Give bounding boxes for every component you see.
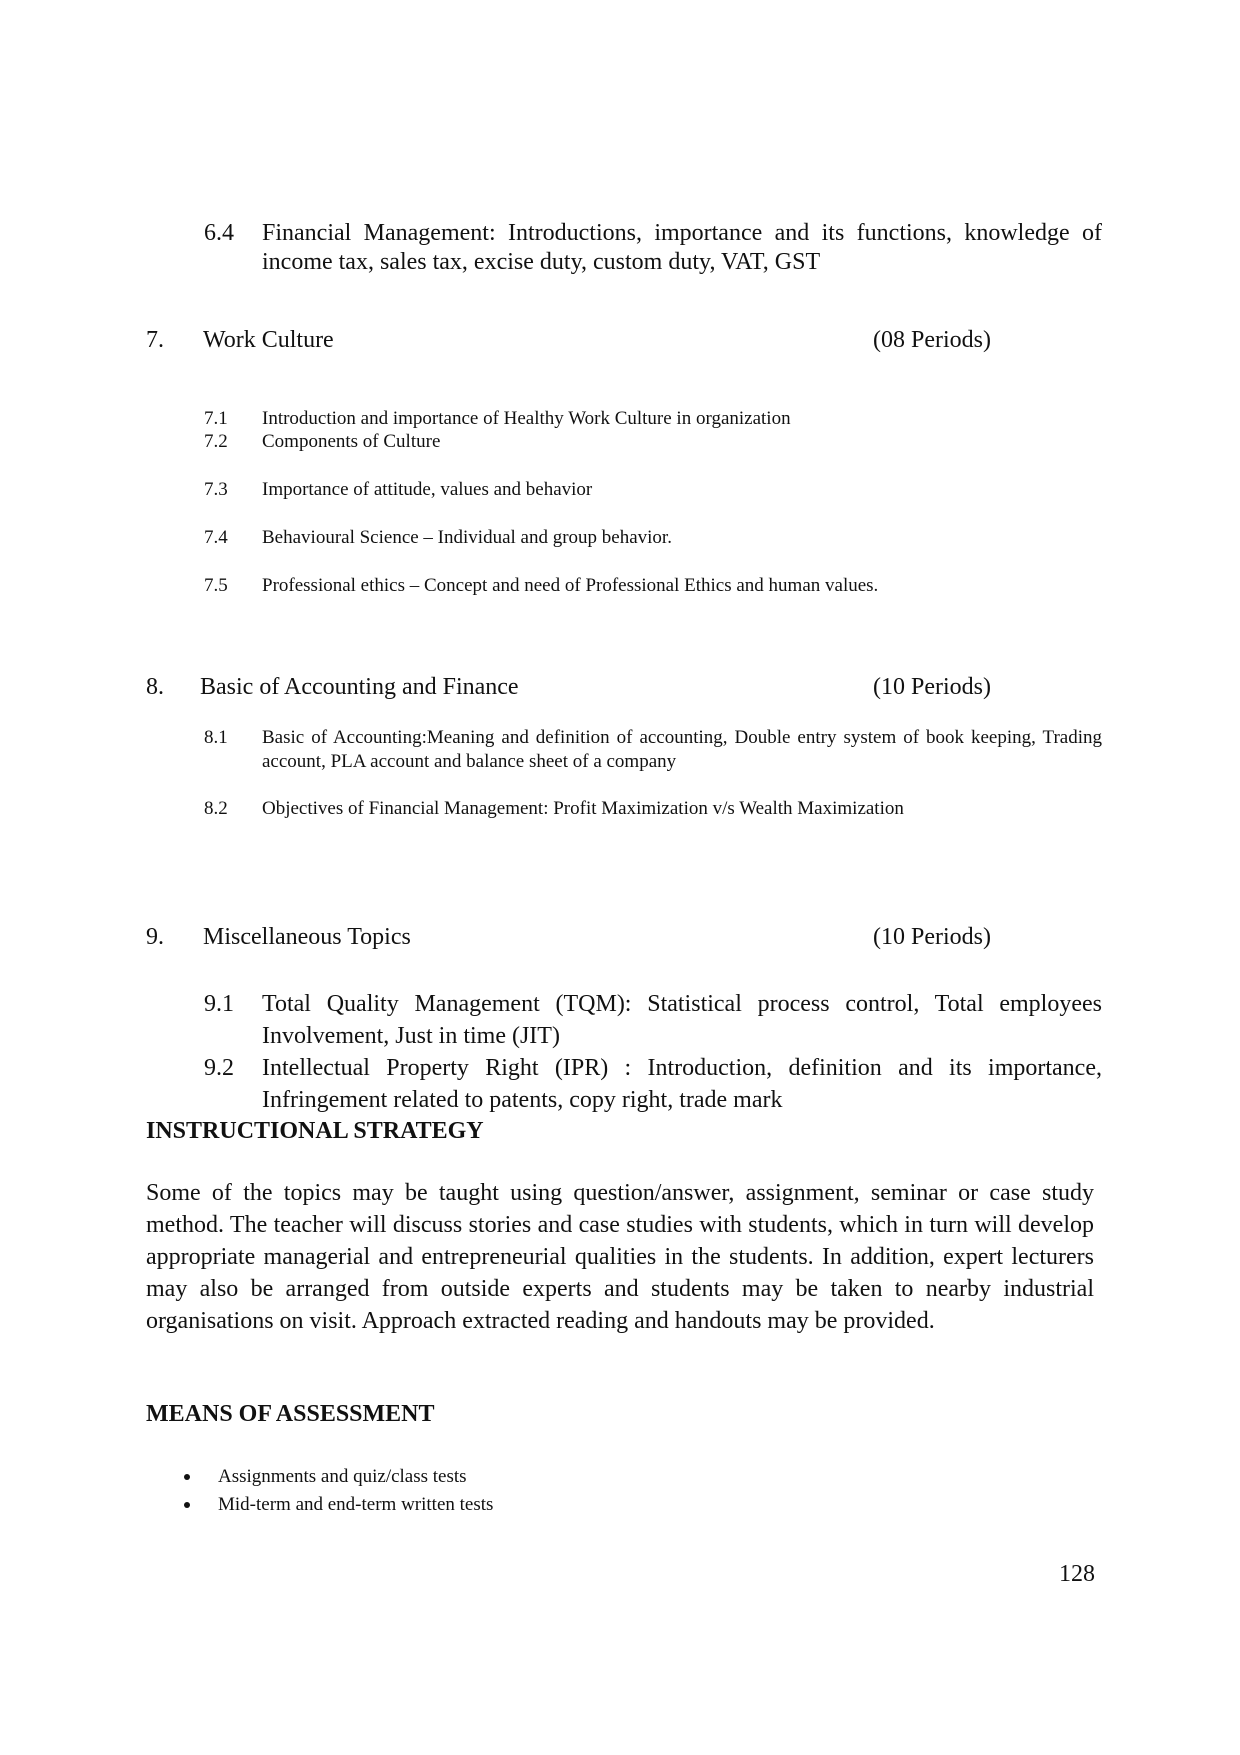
item-number: 7.3 xyxy=(204,479,228,500)
item-7-5 xyxy=(204,574,1102,598)
list-item xyxy=(180,1463,493,1491)
item-number: 9.2 xyxy=(204,1055,234,1081)
item-text: Basic of Accounting:Meaning and definition of accounting, Double entry system of book keeping, Trading account, PLA account and balance sheet of a company xyxy=(262,727,1102,772)
item-7-4 xyxy=(204,526,1102,550)
item-8-2 xyxy=(204,797,1102,821)
assessment-list xyxy=(180,1463,493,1519)
instructional-strategy-body: Some of the topics may be taught using question/answer, assignment, seminar or case study method. The teacher will discuss stories and case studies with students, which in turn will develop appropriate managerial and entrepreneurial qualities in the students. In addition, expert lecturers may also be arranged from outside experts and students may be taken to nearby industrial organisations on visit. Approach extracted reading and handouts may be provided. xyxy=(146,1180,1094,1334)
item-number: 6.4 xyxy=(204,220,234,246)
item-9-2 xyxy=(204,1052,1102,1116)
bullet-icon xyxy=(184,1502,190,1508)
item-number: 7.1 xyxy=(204,408,228,429)
bullet-icon xyxy=(184,1474,190,1480)
item-8-1 xyxy=(204,726,1102,774)
item-number: 8.1 xyxy=(204,727,228,748)
instructional-strategy-heading: INSTRUCTIONAL STRATEGY xyxy=(146,1118,484,1144)
section-number: 8. xyxy=(146,674,164,700)
section-number: 7. xyxy=(146,327,164,353)
item-7-1 xyxy=(204,407,1102,431)
section-title: Miscellaneous Topics xyxy=(203,924,411,950)
section-number: 9. xyxy=(146,924,164,950)
item-text: Objectives of Financial Management: Profit Maximization v/s Wealth Maximization xyxy=(262,798,904,819)
item-number: 7.2 xyxy=(204,431,228,452)
page-number: 128 xyxy=(1059,1561,1095,1587)
list-item-text: Mid-term and end-term written tests xyxy=(218,1494,494,1515)
item-text: Introduction and importance of Healthy Work Culture in organization xyxy=(262,408,791,429)
list-item xyxy=(180,1491,493,1519)
item-number: 9.1 xyxy=(204,991,234,1017)
item-text: Behavioural Science – Individual and group behavior. xyxy=(262,527,672,548)
item-text: Components of Culture xyxy=(262,431,441,452)
item-9-1 xyxy=(204,988,1102,1052)
section-periods: (10 Periods) xyxy=(873,674,991,700)
item-7-3 xyxy=(204,478,1102,502)
item-text: Professional ethics – Concept and need of Professional Ethics and human values. xyxy=(262,575,879,596)
item-number: 8.2 xyxy=(204,798,228,819)
section-title: Work Culture xyxy=(203,327,334,353)
item-text: Total Quality Management (TQM): Statistical process control, Total employees Involvement, Just in time (JIT) xyxy=(262,991,1102,1049)
item-number: 7.5 xyxy=(204,575,228,596)
item-number: 7.4 xyxy=(204,527,228,548)
list-item-text: Assignments and quiz/class tests xyxy=(218,1466,467,1487)
section-title: Basic of Accounting and Finance xyxy=(200,674,519,700)
section-periods: (10 Periods) xyxy=(873,924,991,950)
item-text: Importance of attitude, values and behavior xyxy=(262,479,593,500)
item-text: Financial Management: Introductions, importance and its functions, knowledge of income tax, sales tax, excise duty, custom duty, VAT, GST xyxy=(262,220,1102,275)
item-text: Intellectual Property Right (IPR) : Introduction, definition and its importance, Infringement related to patents, copy right, trade mark xyxy=(262,1055,1102,1113)
section-periods: (08 Periods) xyxy=(873,327,991,353)
means-of-assessment-heading: MEANS OF ASSESSMENT xyxy=(146,1401,435,1427)
item-7-2 xyxy=(204,430,1102,454)
